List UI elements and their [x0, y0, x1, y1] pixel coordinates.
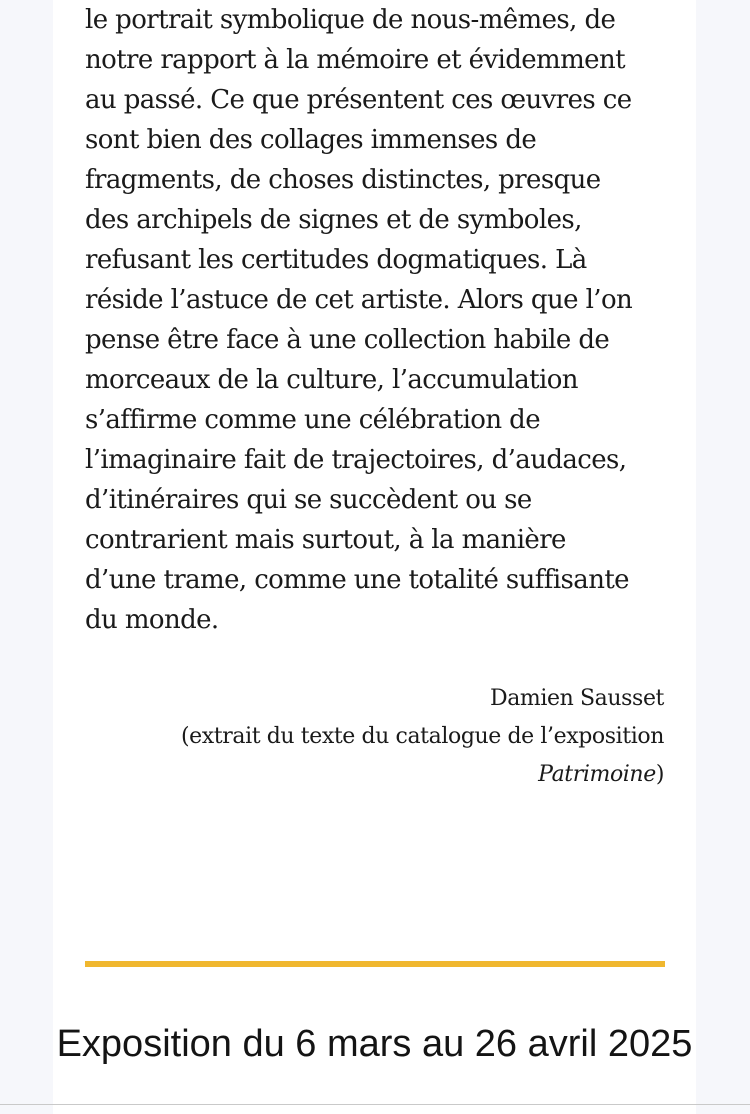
article-line: du monde.: [85, 605, 219, 635]
article-line: réside l’astuce de cet artiste. Alors que l’on: [85, 285, 633, 315]
article-line: le portrait symbolique de nous-mêmes, de: [85, 5, 616, 35]
exhibition-dates-heading: Exposition du 6 mars au 26 avril 2025: [56, 1023, 693, 1065]
article-line: notre rapport à la mémoire et évidemment: [85, 45, 625, 75]
signature-block: [181, 680, 664, 794]
source-line: (extrait du texte du catalogue de l’exposition: [180, 724, 664, 749]
closing-parenthesis: ): [655, 762, 664, 787]
article-body: [85, 0, 675, 640]
article-line: contrarient mais surtout, à la manière: [85, 525, 566, 555]
article-line: refusant les certitudes dogmatiques. Là: [85, 245, 587, 275]
article-line: d’une trame, comme une totalité suffisante: [85, 565, 629, 595]
author-name: Damien Sausset: [489, 686, 664, 711]
article-line: d’itinéraires qui se succèdent ou se: [85, 485, 532, 515]
viewport-bottom-edge: [0, 1104, 750, 1105]
article-line: au passé. Ce que présentent ces œuvres ce: [85, 85, 632, 115]
catalogue-title: Patrimoine: [538, 762, 656, 787]
article-line: sont bien des collages immenses de: [85, 125, 537, 155]
accent-divider: [85, 961, 665, 967]
article-line: s’affirme comme une célébration de: [85, 405, 541, 435]
article-line: morceaux de la culture, l’accumulation: [85, 365, 578, 395]
source-title-line: [181, 756, 664, 794]
article-line: pense être face à une collection habile de: [85, 325, 610, 355]
article-line: l’imaginaire fait de trajectoires, d’audaces,: [85, 445, 627, 475]
article-line: des archipels de signes et de symboles,: [85, 205, 582, 235]
article-line: fragments, de choses distinctes, presque: [85, 165, 601, 195]
